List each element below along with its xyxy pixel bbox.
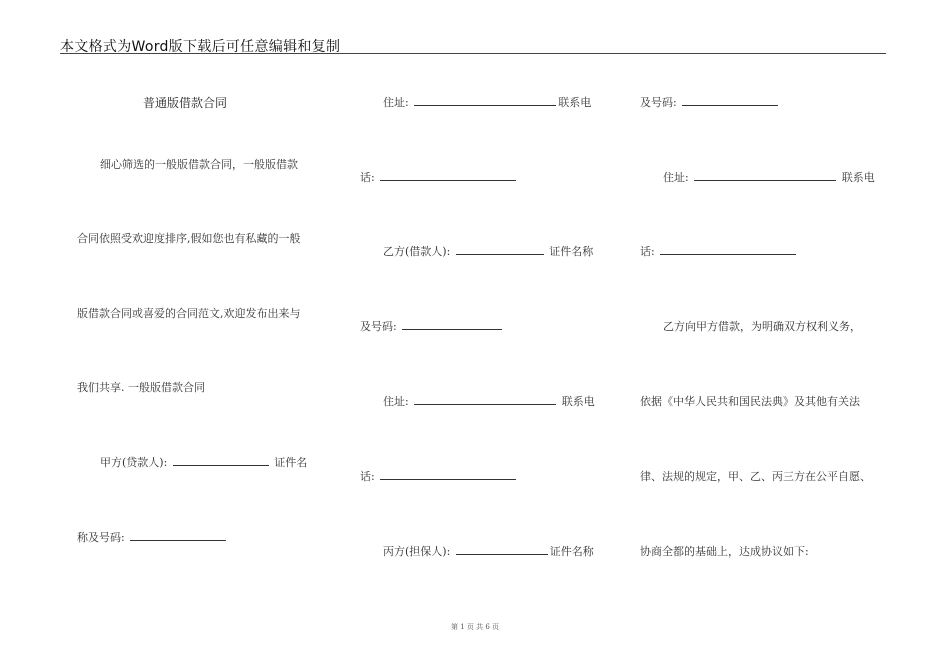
phone-label-1b: 话: [360, 171, 379, 184]
address-line-1 [383, 94, 591, 110]
phone-label-2a: 联系电 [558, 395, 595, 408]
address-line-2 [383, 393, 595, 409]
address-blank-1[interactable] [414, 95, 556, 106]
phone-line-2 [360, 468, 518, 484]
phone-label-3b: 话: [640, 245, 659, 258]
borrower-id-label: 证件名称 [545, 245, 594, 258]
phone-blank-1[interactable] [380, 170, 516, 181]
intro-line-2: 合同依照受欢迎度排序,假如您也有私藏的一般 [77, 232, 301, 245]
lender-line [100, 454, 307, 470]
lender-name-blank[interactable] [173, 455, 269, 466]
lender-id-label-2: 称及号码: [77, 531, 129, 544]
address-blank-3[interactable] [694, 170, 836, 181]
borrower-id-line [360, 318, 504, 334]
borrower-id-number-label: 及号码: [360, 320, 401, 333]
lender-label: 甲方(贷款人): [100, 456, 171, 469]
intro-line-1: 细心筛选的一般版借款合同，一般版借款 [100, 158, 298, 171]
guarantor-name-blank[interactable] [456, 544, 548, 555]
document-title: 普通版借款合同 [143, 96, 228, 110]
phone-line-3 [640, 243, 798, 259]
guarantor-id-number-label: 及号码: [640, 96, 681, 109]
guarantor-label: 丙方(担保人): [383, 545, 454, 558]
guarantor-id-line [640, 94, 780, 110]
header-divider [60, 53, 886, 54]
page-number: 第 1 页 共 6 页 [450, 623, 500, 631]
document-header: 本文格式为Word版下载后可任意编辑和复制 [60, 39, 341, 55]
address-blank-2[interactable] [414, 394, 556, 405]
borrower-line [383, 243, 593, 259]
guarantor-line [383, 543, 594, 559]
intro-line-4: 我们共享. 一般版借款合同 [77, 381, 205, 394]
phone-label-1a: 联系电 [558, 96, 592, 109]
guarantor-id-label: 证件名称 [549, 545, 594, 558]
phone-label-2b: 话: [360, 470, 379, 483]
borrower-id-blank[interactable] [402, 319, 502, 330]
address-label-2: 住址: [383, 395, 413, 408]
phone-label-3a: 联系电 [838, 171, 875, 184]
address-label-3: 住址: [663, 171, 693, 184]
lender-id-blank[interactable] [130, 530, 226, 541]
body-line-1: 乙方向甲方借款，为明确双方权利义务， [663, 320, 861, 333]
intro-line-3: 版借款合同或喜爱的合同范文,欢迎发布出来与 [77, 307, 301, 320]
phone-line-1 [360, 169, 518, 185]
lender-id-label: 证件名 [270, 456, 308, 469]
address-label-1: 住址: [383, 96, 413, 109]
body-line-2: 依据《中华人民共和国民法典》及其他有关法 [640, 395, 860, 408]
borrower-name-blank[interactable] [456, 244, 544, 255]
address-line-3 [663, 169, 875, 185]
phone-blank-2[interactable] [380, 469, 516, 480]
body-line-4: 协商全都的基础上，达成协议如下: [640, 545, 809, 558]
borrower-label: 乙方(借款人): [383, 245, 454, 258]
body-line-3: 律、法规的规定，甲、乙、丙三方在公平自愿、 [640, 470, 871, 483]
lender-id-line [77, 529, 228, 545]
guarantor-id-blank[interactable] [682, 95, 778, 106]
phone-blank-3[interactable] [660, 244, 796, 255]
